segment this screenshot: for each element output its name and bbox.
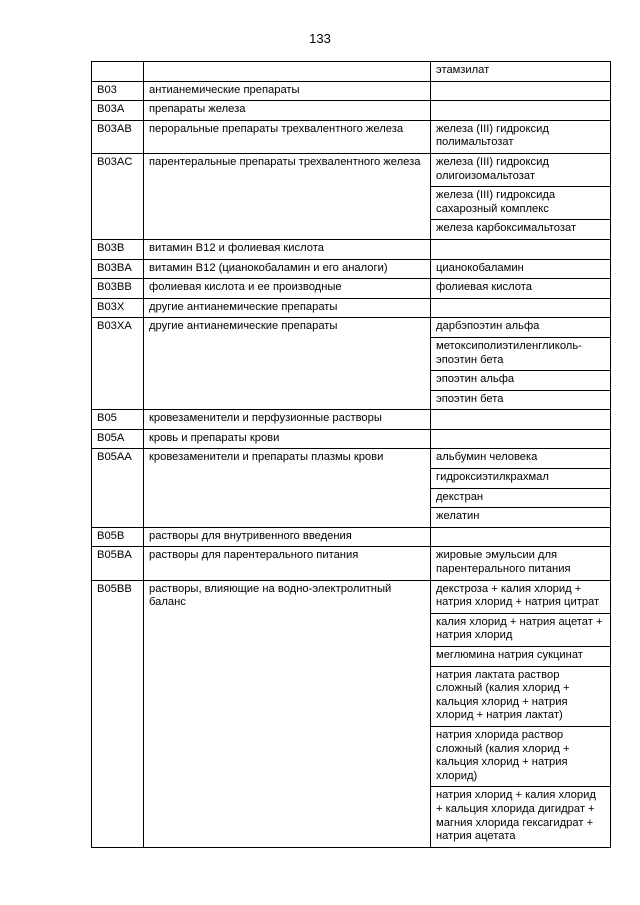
table-row bbox=[92, 153, 611, 186]
atc-code-cell: B05A bbox=[92, 429, 144, 449]
atc-code-cell bbox=[92, 62, 144, 82]
anatomical-group-cell: витамин B12 (цианокобаламин и его аналоги) bbox=[144, 259, 431, 279]
anatomical-group-cell: фолиевая кислота и ее производные bbox=[144, 279, 431, 299]
anatomical-group-cell: кровь и препараты крови bbox=[144, 429, 431, 449]
drug-name-cell: железа (III) гидроксид полимальтозат bbox=[431, 120, 611, 153]
table-row bbox=[92, 239, 611, 259]
table-row bbox=[92, 259, 611, 279]
drug-name-cell: железа карбоксимальтозат bbox=[431, 220, 611, 240]
drug-name-cell bbox=[431, 101, 611, 121]
atc-code-cell: B03AC bbox=[92, 153, 144, 239]
drug-name-cell: натрия лактата раствор сложный (калия хлорид + кальция хлорид + натрия хлорид + натрия лактат) bbox=[431, 666, 611, 726]
drug-name-cell: декстроза + калия хлорид + натрия хлорид + натрия цитрат bbox=[431, 580, 611, 613]
atc-code-cell: B03X bbox=[92, 298, 144, 318]
anatomical-group-cell: препараты железа bbox=[144, 101, 431, 121]
table-row bbox=[92, 120, 611, 153]
anatomical-group-cell: другие антианемические препараты bbox=[144, 298, 431, 318]
drug-name-cell: альбумин человека bbox=[431, 449, 611, 469]
atc-code-cell: B05AA bbox=[92, 449, 144, 527]
drug-name-cell: дарбэпоэтин альфа bbox=[431, 318, 611, 338]
table-row bbox=[92, 449, 611, 469]
drug-name-cell: натрия хлорида раствор сложный (калия хлорид + кальция хлорид + натрия хлорид) bbox=[431, 726, 611, 786]
drug-name-cell: гидроксиэтилкрахмал bbox=[431, 469, 611, 489]
atc-code-cell: B03B bbox=[92, 239, 144, 259]
atc-code-cell: B05BA bbox=[92, 547, 144, 580]
table-row bbox=[92, 580, 611, 613]
anatomical-group-cell: растворы для внутривенного введения bbox=[144, 527, 431, 547]
anatomical-group-cell: витамин B12 и фолиевая кислота bbox=[144, 239, 431, 259]
drug-name-cell bbox=[431, 239, 611, 259]
anatomical-group-cell: кровезаменители и препараты плазмы крови bbox=[144, 449, 431, 527]
table-row bbox=[92, 547, 611, 580]
table-row bbox=[92, 318, 611, 338]
drug-name-cell: фолиевая кислота bbox=[431, 279, 611, 299]
atc-code-cell: B03BB bbox=[92, 279, 144, 299]
anatomical-group-cell: кровезаменители и перфузионные растворы bbox=[144, 410, 431, 430]
drug-name-cell: желатин bbox=[431, 508, 611, 528]
drug-name-cell: железа (III) гидроксида сахарозный комплекс bbox=[431, 187, 611, 220]
atc-code-cell: B05BB bbox=[92, 580, 144, 847]
drug-name-cell: цианокобаламин bbox=[431, 259, 611, 279]
drug-name-cell: калия хлорид + натрия ацетат + натрия хлорид bbox=[431, 613, 611, 646]
atc-code-cell: B03XA bbox=[92, 318, 144, 410]
drug-name-cell bbox=[431, 410, 611, 430]
anatomical-group-cell: растворы для парентерального питания bbox=[144, 547, 431, 580]
table-row bbox=[92, 410, 611, 430]
anatomical-group-cell bbox=[144, 62, 431, 82]
anatomical-group-cell: другие антианемические препараты bbox=[144, 318, 431, 410]
atc-code-cell: B05B bbox=[92, 527, 144, 547]
drug-classification-table bbox=[91, 61, 611, 848]
drug-name-cell bbox=[431, 81, 611, 101]
drug-name-cell: железа (III) гидроксид олигоизомальтозат bbox=[431, 153, 611, 186]
atc-code-cell: B03AB bbox=[92, 120, 144, 153]
drug-name-cell: меглюмина натрия сукцинат bbox=[431, 647, 611, 667]
page-number: 133 bbox=[309, 31, 331, 46]
drug-name-cell: метоксиполиэтиленгликоль-эпоэтин бета bbox=[431, 337, 611, 370]
drug-name-cell: этамзилат bbox=[431, 62, 611, 82]
drug-name-cell: натрия хлорид + калия хлорид + кальция хлорида дигидрат + магния хлорида гексагидрат + натрия ацетата bbox=[431, 787, 611, 847]
anatomical-group-cell: парентеральные препараты трехвалентного железа bbox=[144, 153, 431, 239]
anatomical-group-cell: антианемические препараты bbox=[144, 81, 431, 101]
drug-name-cell: декстран bbox=[431, 488, 611, 508]
atc-code-cell: B03 bbox=[92, 81, 144, 101]
atc-code-cell: B03BA bbox=[92, 259, 144, 279]
table-row bbox=[92, 298, 611, 318]
drug-name-cell bbox=[431, 429, 611, 449]
drug-name-cell: эпоэтин бета bbox=[431, 390, 611, 410]
table-row bbox=[92, 62, 611, 82]
table-row bbox=[92, 279, 611, 299]
table-row bbox=[92, 101, 611, 121]
atc-code-cell: B03A bbox=[92, 101, 144, 121]
anatomical-group-cell: растворы, влияющие на водно-электролитный баланс bbox=[144, 580, 431, 847]
atc-code-cell: B05 bbox=[92, 410, 144, 430]
anatomical-group-cell: пероральные препараты трехвалентного железа bbox=[144, 120, 431, 153]
table-row bbox=[92, 81, 611, 101]
drug-name-cell bbox=[431, 298, 611, 318]
drug-name-cell: жировые эмульсии для парентерального питания bbox=[431, 547, 611, 580]
table-row bbox=[92, 527, 611, 547]
drug-name-cell bbox=[431, 527, 611, 547]
drug-name-cell: эпоэтин альфа bbox=[431, 371, 611, 391]
table-row bbox=[92, 429, 611, 449]
